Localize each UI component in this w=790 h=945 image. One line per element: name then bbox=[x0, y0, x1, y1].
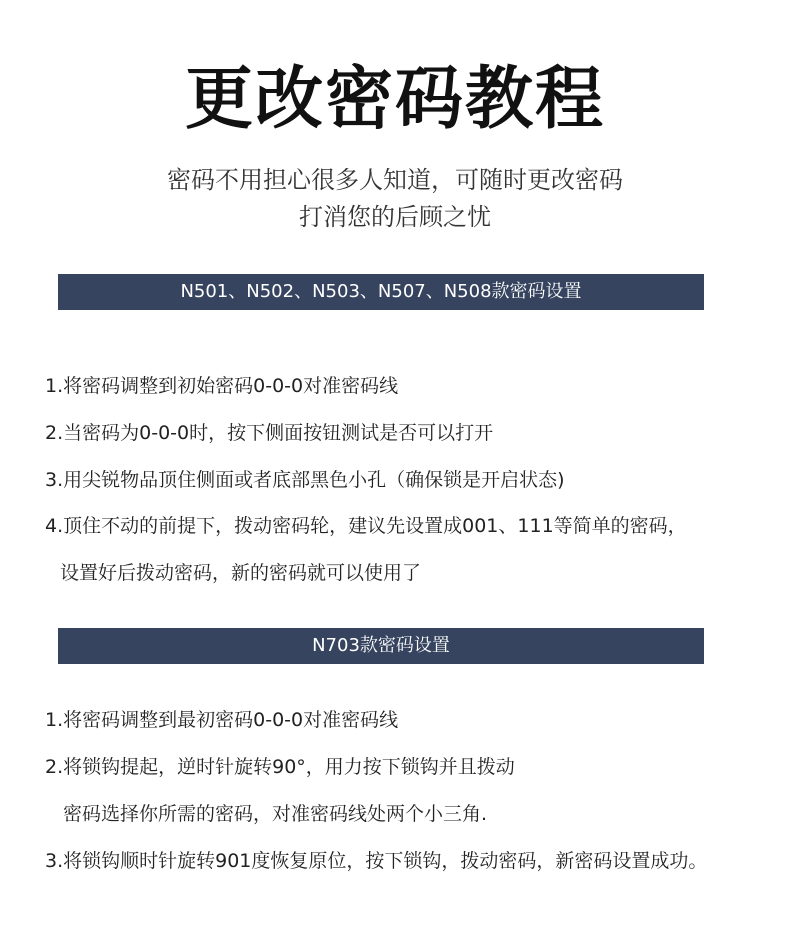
step-1: 1.将密码调整到初始密码0-0-0对准密码线 bbox=[45, 375, 399, 397]
subtitle-line-1: 密码不用担心很多人知道，可随时更改密码 bbox=[167, 166, 623, 194]
section-header-n501-series: N501、N502、N503、N507、N508款密码设置 bbox=[58, 274, 704, 310]
n703-step-2-continued: 密码选择你所需的密码，对准密码线处两个小三角. bbox=[63, 803, 488, 825]
n703-step-2: 2.将锁钩提起，逆时针旋转90°，用力按下锁钩并且拨动 bbox=[45, 756, 515, 778]
step-3: 3.用尖锐物品顶住侧面或者底部黑色小孔（确保锁是开启状态) bbox=[45, 469, 565, 491]
step-4-continued: 设置好后拨动密码，新的密码就可以使用了 bbox=[60, 562, 422, 584]
step-4: 4.顶住不动的前提下，拨动密码轮，建议先设置成001、111等简单的密码， bbox=[45, 515, 687, 537]
n703-step-1: 1.将密码调整到最初密码0-0-0对准密码线 bbox=[45, 709, 399, 731]
n703-step-3: 3.将锁钩顺时针旋转901度恢复原位，按下锁钩，拨动密码，新密码设置成功。 bbox=[45, 850, 708, 872]
page-title: 更改密码教程 bbox=[184, 60, 605, 139]
subtitle-line-2: 打消您的后顾之忧 bbox=[299, 203, 491, 231]
section-header-n703: N703款密码设置 bbox=[58, 628, 704, 664]
step-2: 2.当密码为0-0-0时，按下侧面按钮测试是否可以打开 bbox=[45, 422, 494, 444]
